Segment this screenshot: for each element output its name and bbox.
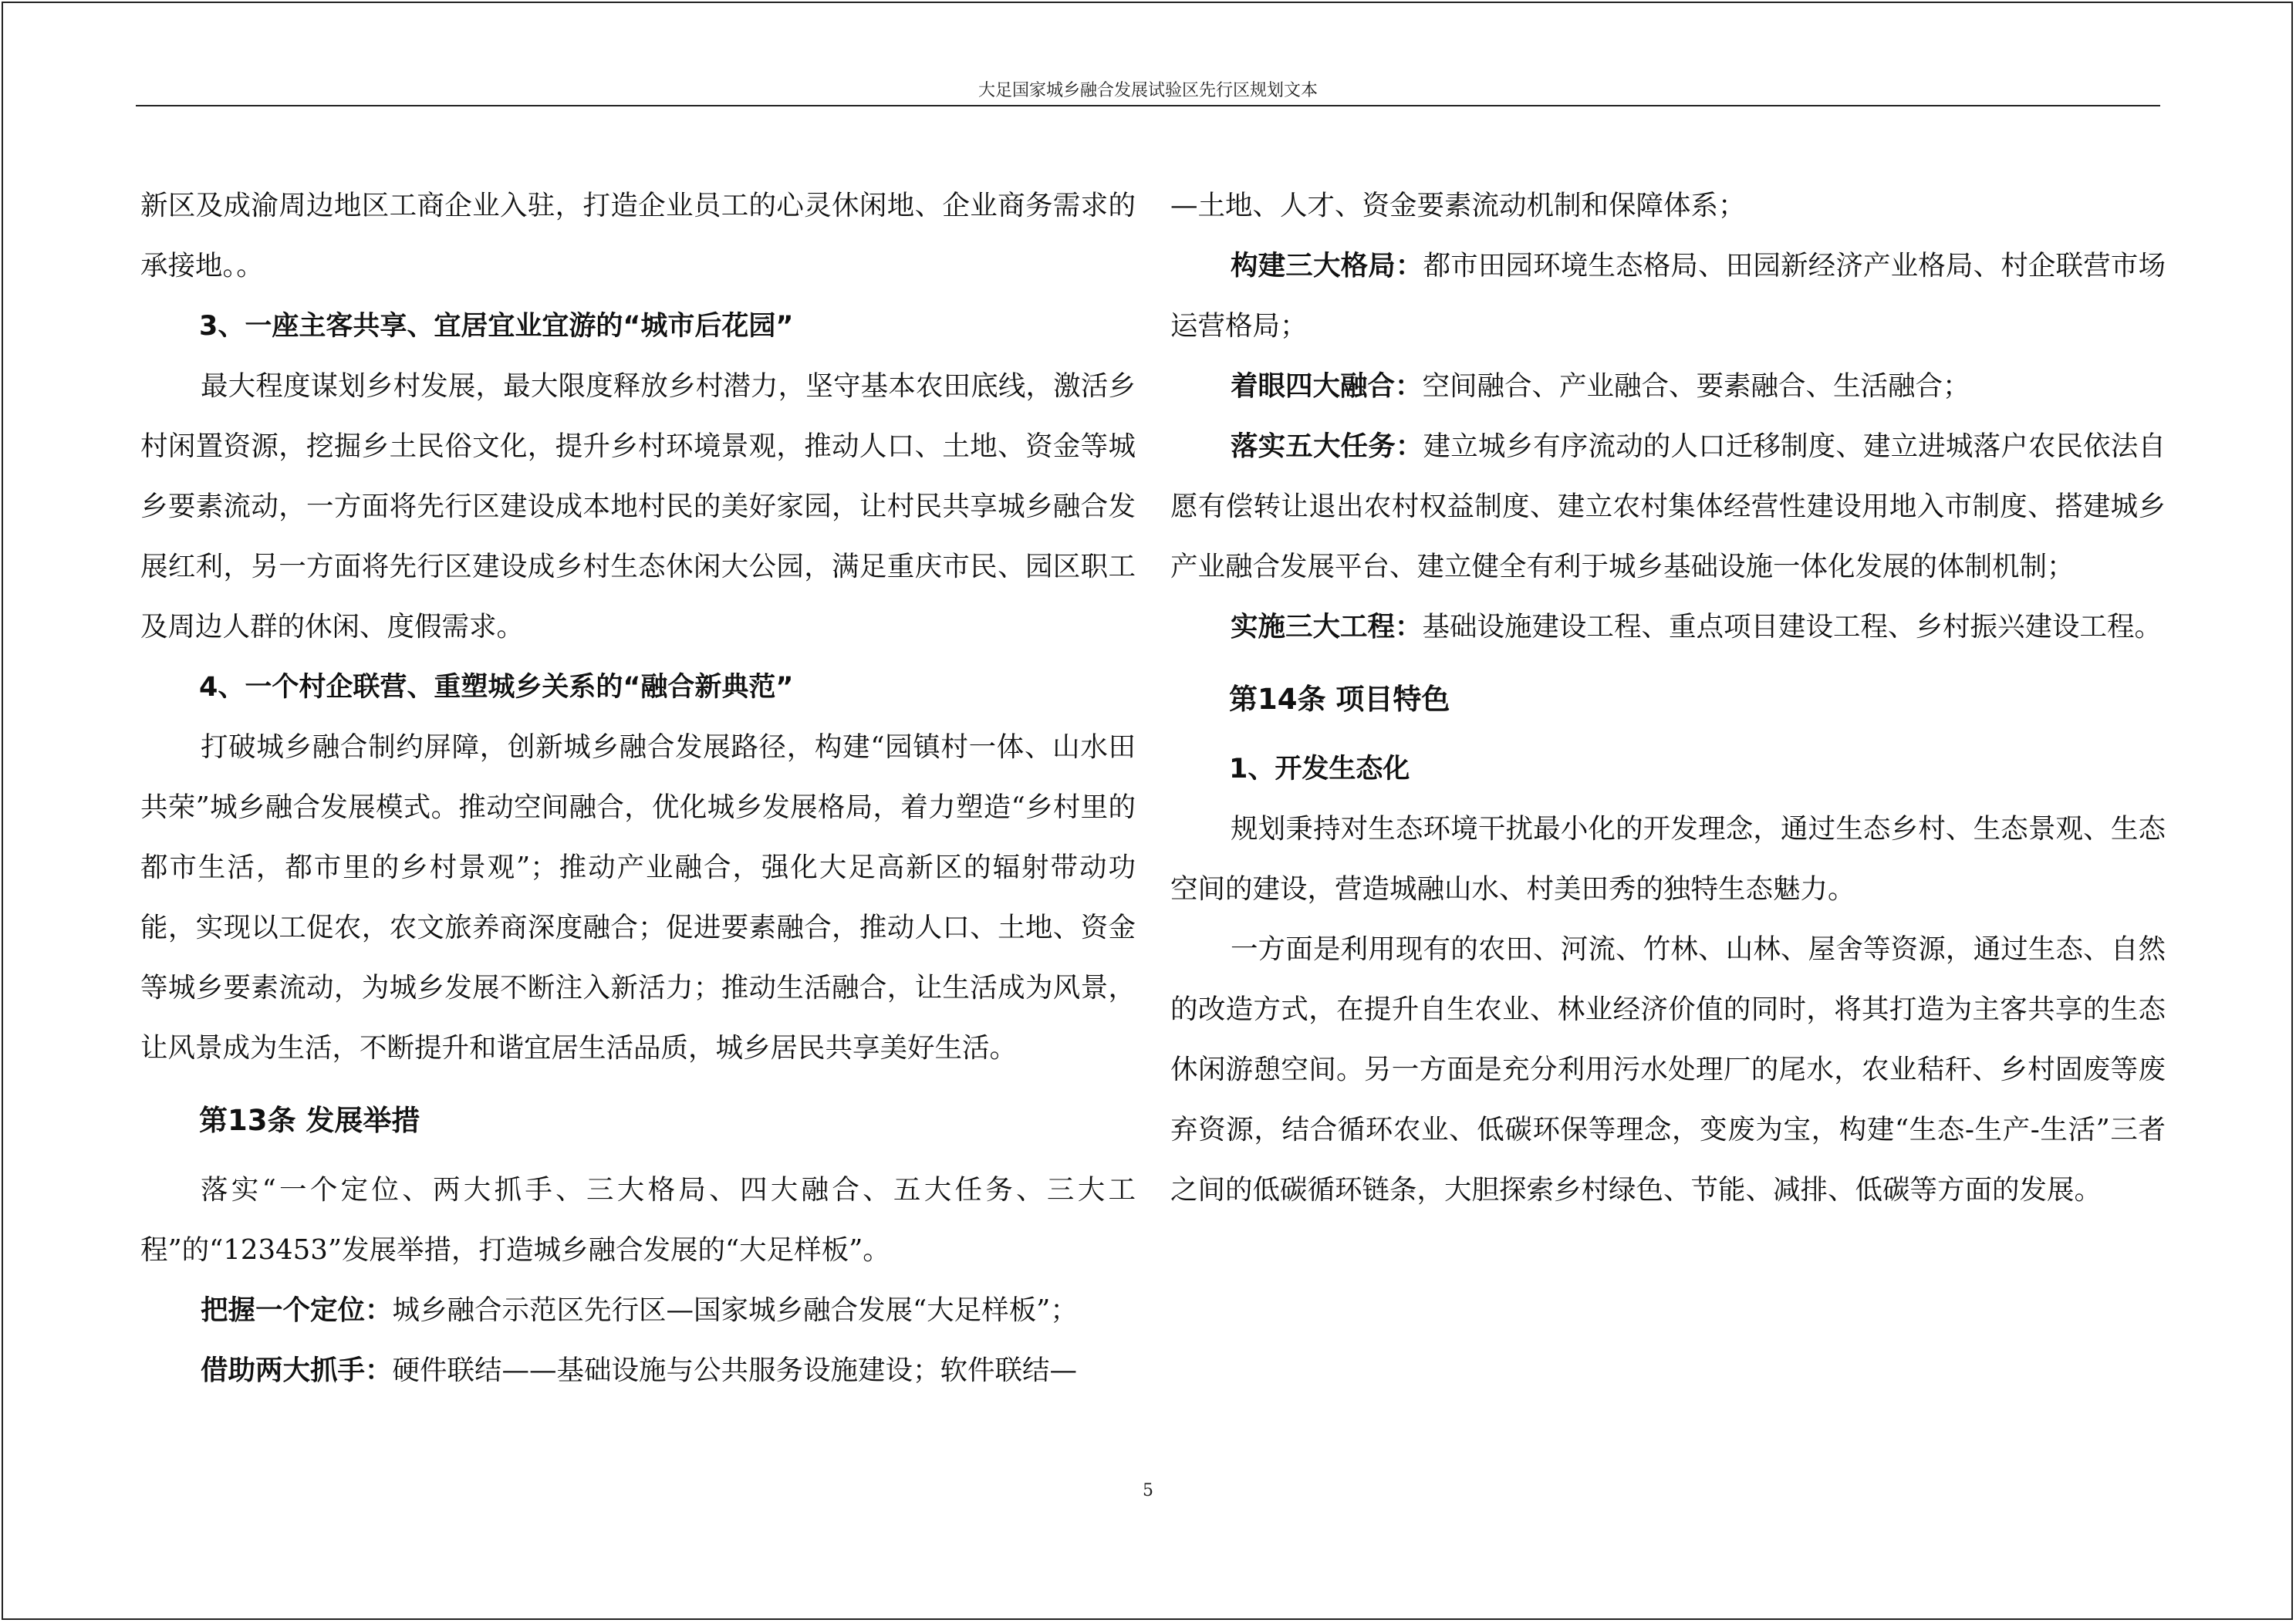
paragraph-text: 都市田园环境生态格局、田园新经济产业格局、村企联营市场运营格局； [1170,250,2166,342]
paragraph-lead: 落实五大任务： [1231,430,1423,462]
section-heading: 4、一个村企联营、重塑城乡关系的“融合新典范” [199,672,794,703]
paragraph: 最大程度谋划乡村发展，最大限度释放乡村潜力，坚守基本农田底线，激活乡村闲置资源，挖掘乡土民俗文化，提升乡村环境景观，推动人口、土地、资金等城乡要素流动，一方面将先行区建设成本地村民的美好家园，让村民共享城乡融合发展红利，另一方面将先行区建设成乡村生态休闲大公园，满足重庆市民、园区职工及周边人群的休闲、度假需求。 [140,370,1136,643]
paragraph-text: 空间融合、产业融合、要素融合、生活融合； [1422,370,1970,402]
article-heading: 第14条 项目特色 [1229,683,1450,716]
paragraph-text: 城乡融合示范区先行区—国家城乡融合发展“大足样板”； [392,1294,1078,1326]
paragraph: 一方面是利用现有的农田、河流、竹林、山林、屋舍等资源，通过生态、自然的改造方式，在提升自生农业、林业经济价值的同时，将其打造为主客共享的生态休闲游憩空间。另一方面是充分利用污水处理厂的尾水，农业秸秆、乡村固废等废弃资源，结合循环农业、低碳环保等理念，变废为宝，构建“生态-生产-生活”三者之间的低碳循环链条，大胆探索乡村绿色、节能、减排、低碳等方面的发展。 [1170,933,2166,1206]
measure-paragraph [140,1281,1136,1341]
sub-heading: 1、开发生态化 [1229,754,1410,785]
right-column [1170,176,2166,1220]
measure-paragraph [1170,417,2166,597]
paragraph-lead: 实施三大工程： [1231,611,1423,643]
paragraph: —土地、人才、资金要素流动机制和保障体系； [1170,190,1746,221]
measure-paragraph [1170,597,2166,657]
measure-paragraph [1170,236,2166,356]
paragraph: 规划秉持对生态环境干扰最小化的开发理念，通过生态乡村、生态景观、生态空间的建设，营造城融山水、村美田秀的独特生态魅力。 [1170,813,2166,905]
section-heading: 3、一座主客共享、宜居宜业宜游的“城市后花园” [199,311,794,342]
paragraph-lead: 构建三大格局： [1231,250,1423,282]
paragraph: 打破城乡融合制约屏障，创新城乡融合发展路径，构建“园镇村一体、山水田共荣”城乡融合发展模式。推动空间融合，优化城乡发展格局，着力塑造“乡村里的都市生活，都市里的乡村景观”；推动产业融合，强化大足高新区的辐射带动功能，实现以工促农，农文旅养商深度融合；促进要素融合，推动人口、土地、资金等城乡要素流动，为城乡发展不断注入新活力；推动生活融合，让生活成为风景，让风景成为生活，不断提升和谐宜居生活品质，城乡居民共享美好生活。 [140,731,1136,1064]
left-column [140,176,1136,1401]
paragraph-text: 基础设施建设工程、重点项目建设工程、乡村振兴建设工程。 [1422,611,2163,643]
paragraph-lead: 着眼四大融合： [1231,370,1423,402]
paragraph-lead: 把握一个定位： [201,1294,393,1326]
paragraph: 新区及成渝周边地区工商企业入驻，打造企业员工的心灵休闲地、企业商务需求的承接地。。 [140,190,1136,282]
paragraph-lead: 借助两大抓手： [201,1355,393,1386]
paragraph-text: 建立城乡有序流动的人口迁移制度、建立进城落户农民依法自愿有偿转让退出农村权益制度、建立农村集体经营性建设用地入市制度、搭建城乡产业融合发展平台、建立健全有利于城乡基础设施一体化发展的体制机制； [1170,430,2166,582]
page-number: 5 [1143,1481,1153,1500]
measure-paragraph [1170,356,2166,417]
measure-paragraph [140,1341,1136,1401]
paragraph: 落实“一个定位、两大抓手、三大格局、四大融合、五大任务、三大工程”的“123453”发展举措，打造城乡融合发展的“大足样板”。 [140,1174,1136,1266]
paragraph-text: 硬件联结——基础设施与公共服务设施建设；软件联结— [392,1355,1078,1386]
running-header: 大足国家城乡融合发展试验区先行区规划文本 [977,81,1318,100]
article-heading: 第13条 发展举措 [199,1104,420,1137]
header-rule [136,105,2160,106]
